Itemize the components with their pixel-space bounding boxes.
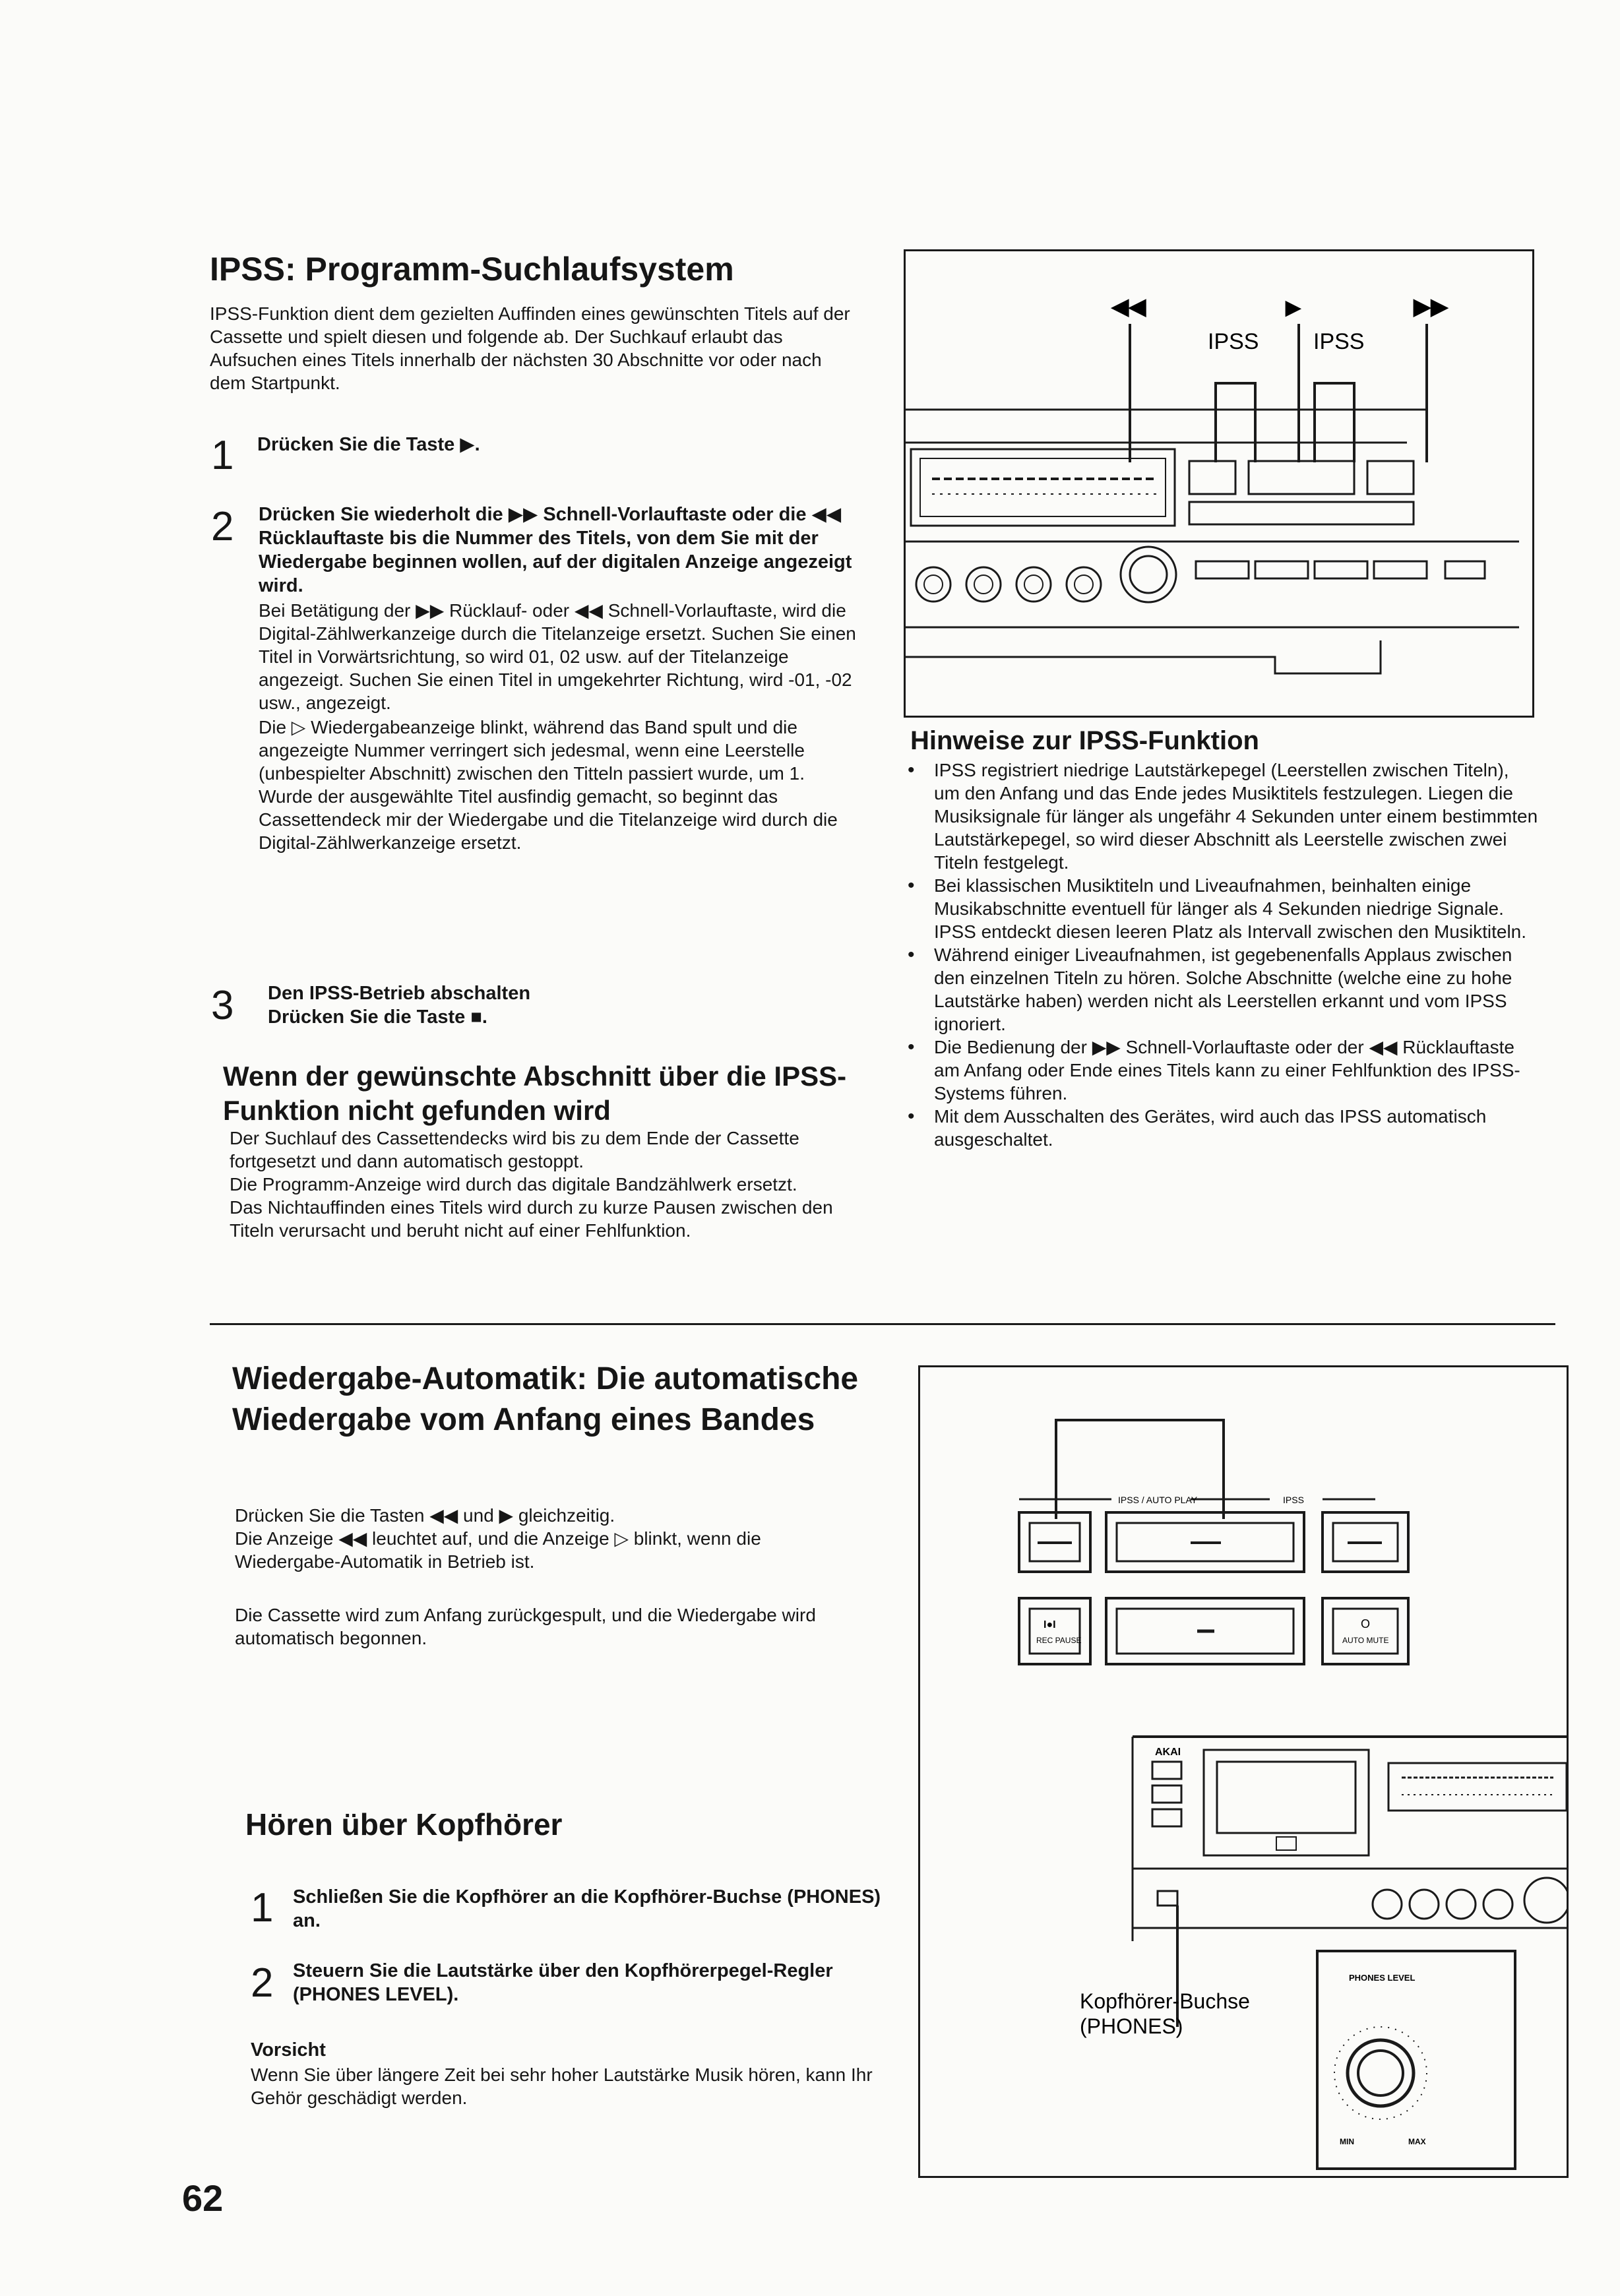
autoplay-paragraph: Die Cassette wird zum Anfang zurückgespult, und die Wiedergabe wird automatisch begonnen.	[235, 1605, 816, 1648]
headphones-title: Hören über Kopfhörer	[245, 1807, 563, 1842]
autoplay-paragraph: Die Anzeige ◀◀ leuchtet auf, und die Anzeige ▷ blinkt, wenn die Wiedergabe-Automatik in Betrieb ist.	[235, 1528, 761, 1572]
step-paragraph: Die ▷ Wiedergabeanzeige blinkt, während das Band spult und die angezeigte Nummer verringert sich jedesmal, wenn eine Leerstelle (unbespielter Abschnitt) zwischen den Titteln passiert wurde, um 1. Wurde der ausgewählte Titel ausfindig gemacht, so beginnt das Cassettendeck mir der Wiedergabe und die Titelanzeige wird durch die Digital-Zählwerkanzeige ersetzt.	[259, 717, 838, 853]
caution-text: Wenn Sie über längere Zeit bei sehr hoher Lautstärke Musik hören, kann Ihr Gehör geschädigt werden.	[251, 2064, 873, 2108]
step-text: Steuern Sie die Lautstärke über den Kopfhörerpegel-Regler (PHONES LEVEL).	[293, 1960, 833, 2005]
autoplay-buttons	[1019, 1420, 1408, 1664]
step-lead-2: Drücken Sie die Taste ■.	[268, 1007, 487, 1028]
step-number: 2	[251, 1960, 274, 2006]
autoplay-title: Wiedergabe-Automatik: Die automatische Wiedergabe vom Anfang eines Bandes	[232, 1361, 859, 1437]
page-number: 62	[182, 2177, 224, 2219]
step-number: 1	[211, 433, 234, 478]
ipss-autoplay-label: IPSS / AUTO PLAY	[1118, 1495, 1198, 1505]
hint-item: • Die Bedienung der ▶▶ Schnell-Vorlauftaste oder der ◀◀ Rücklauftaste am Anfang oder Ende eines Titels kann zu einer Fehlfunktion des IPSS-Systems führen.	[905, 1036, 1538, 1105]
autoplay-phones-figure	[918, 1365, 1569, 2178]
auto-mute-symbol: O	[1361, 1617, 1371, 1630]
deck-illustration	[906, 251, 1532, 716]
autoplay-body	[235, 1504, 868, 1650]
hints-title: Hinweise zur IPSS-Funktion	[910, 726, 1259, 755]
ipss-title: IPSS: Programm-Suchlaufsystem	[210, 251, 734, 288]
ipss-label-left: IPSS	[1208, 329, 1259, 354]
autoplay-paragraph: Drücken Sie die Tasten ◀◀ und ▶ gleichzeitig.	[235, 1505, 615, 1526]
brand-logo: AKAI	[1155, 1747, 1181, 1758]
auto-mute-label: AUTO MUTE	[1342, 1636, 1389, 1645]
notfound-paragraph: Der Suchlauf des Cassettendecks wird bis zu dem Ende der Cassette fortgesetzt und dann automatisch gestoppt.	[230, 1128, 799, 1171]
play-symbol: ▶	[1286, 297, 1301, 319]
max-label: MAX	[1408, 2137, 1426, 2146]
caution-title: Vorsicht	[251, 2039, 326, 2061]
step-paragraph: Bei Betätigung der ▶▶ Rücklauf- oder ◀◀ Schnell-Vorlauftaste, wird die Digital-Zählwerkanzeige durch die Titelanzeige ersetzt. Suchen Sie einen Titel in Vorwärtsrichtung, so wird 01, 02 usw. auf der Titelanzeige angezeigt. Suchen Sie einen Titel in umgekehrter Richtung, wird -01, -02 usw., angezeigt.	[259, 600, 856, 713]
hint-item: • Bei klassischen Musiktiteln und Liveaufnahmen, beinhalten einige Musikabschnitte eventuell für länger als 4 Sekunden niedrige Signale. IPSS entdeckt diesen leeren Platz als Intervall zwischen den Musiktiteln.	[905, 874, 1538, 943]
hint-item: • Während einiger Liveaufnahmen, ist gegebenenfalls Applaus zwischen den einzelnen Titeln zu hören. Solche Abschnitte (welche eine zu hohe Lautstärke haben) werden nicht als Leerstellen erkannt und vom IPSS ignoriert.	[905, 943, 1538, 1036]
step-number: 3	[211, 983, 234, 1028]
ipss-label-right: IPSS	[1313, 329, 1365, 354]
notfound-body	[230, 1127, 863, 1242]
rew-symbol: ◀◀	[1111, 294, 1146, 319]
rec-pause-symbol: I●I	[1044, 1619, 1056, 1630]
ipss-intro: IPSS-Funktion dient dem gezielten Auffinden eines gewünschten Titels auf der Cassette und spielt diesen und folgende ab. Der Suchkauf erlaubt das Aufsuchen eines Titels innerhalb der nächsten 30 Abschnitte vor oder nach dem Startpunkt.	[210, 303, 850, 393]
ipss-small-label: IPSS	[1283, 1495, 1304, 1505]
step-lead: Drücken Sie die Taste ▶.	[257, 434, 480, 455]
hint-item: • Mit dem Ausschalten des Gerätes, wird auch das IPSS automatisch ausgeschaltet.	[905, 1105, 1538, 1151]
front-panel	[906, 443, 1519, 673]
phones-level-label: PHONES LEVEL	[1349, 1973, 1416, 1983]
section-divider	[210, 1323, 1555, 1325]
step-number: 2	[211, 504, 234, 549]
notfound-title: Wenn der gewünschte Abschnitt über die IPSS-Funktion nicht gefunden wird	[223, 1061, 847, 1126]
panel-illustration	[920, 1367, 1567, 2176]
step-text: Schließen Sie die Kopfhörer an die Kopfhörer-Buchse (PHONES) an.	[293, 1886, 881, 1931]
notfound-paragraph: Das Nichtauffinden eines Titels wird durch zu kurze Pausen zwischen den Titeln verursacht und beruht nicht auf einer Fehlfunktion.	[230, 1197, 833, 1241]
hints-list	[905, 759, 1538, 1151]
notfound-paragraph: Die Programm-Anzeige wird durch das digitale Bandzählwerk ersetzt.	[230, 1174, 797, 1195]
jack-label-line1: Kopfhörer-Buchse	[1080, 1989, 1250, 2013]
ipss-deck-figure	[904, 249, 1534, 718]
hint-item: • IPSS registriert niedrige Lautstärkepegel (Leerstellen zwischen Titeln), um den Anfang und das Ende jedes Musiktitels festzulegen. Liegen die Musiksignale für länger als ungefähr 4 Sekunden unter einem bestimmten Lautstärkepegel, so wird dieser Abschnitt als Leerstelle zwischen zwei Titeln festgelegt.	[905, 759, 1538, 874]
ff-symbol: ▶▶	[1414, 294, 1449, 319]
rec-pause-label: REC PAUSE	[1036, 1636, 1082, 1645]
step-lead: Drücken Sie wiederholt die ▶▶ Schnell-Vorlauftaste oder die ◀◀ Rücklauftaste bis die Nummer des Titels, von dem Sie mit der Wiedergabe beginnen wollen, auf der digitalen Anzeige angezeigt wird.	[259, 504, 852, 596]
step-lead: Den IPSS-Betrieb abschalten	[268, 983, 531, 1004]
deck-front	[1133, 1737, 1567, 2169]
jack-label-line2: (PHONES)	[1080, 2014, 1183, 2038]
min-label: MIN	[1340, 2137, 1354, 2146]
step-number: 1	[251, 1885, 274, 1931]
